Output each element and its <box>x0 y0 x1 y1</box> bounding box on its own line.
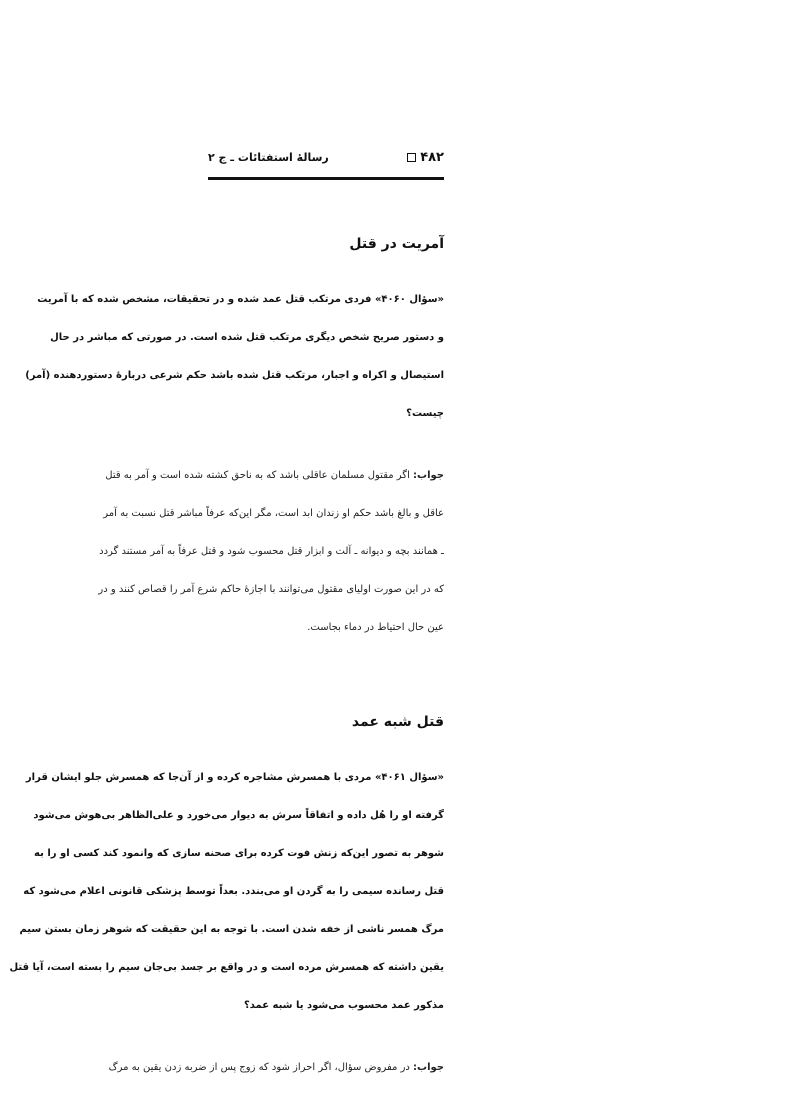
question-line: یقین داشته که همسرش مرده است و در واقع بر جسد بی‌جان سیم را بسته است، آیا قتل <box>9 962 444 973</box>
page-number-text: ۴۸۲ <box>420 150 444 165</box>
answer-line-text: اگر مقتول مسلمان عاقلی باشد که به ناحق کشته شده است و آمر به قتل <box>105 470 410 481</box>
question-line: قتل رسانده سیمی را به گردن او می‌بندد. بعداً توسط پزشکی قانونی اعلام می‌شود که <box>23 886 444 897</box>
answer-label: جواب: <box>413 470 444 481</box>
answer-line <box>108 1058 444 1096</box>
question-line: و دستور صریح شخص دیگری مرتکب قتل شده است. در صورتی که مباشر در حال <box>50 332 444 343</box>
section-title-2: قتل شبه عمد <box>351 714 444 730</box>
header-rule <box>208 177 444 180</box>
question-line: چیست؟ <box>406 408 444 419</box>
running-header <box>208 150 444 170</box>
question-line: مذکور عمد محسوب می‌شود یا شبه عمد؟ <box>243 1000 444 1011</box>
answer-line: ـ همانند بچه و دیوانه ـ آلت و ابزار قتل محسوب شود و قتل عرفاً به آمر مستند گردد <box>99 546 444 557</box>
question-line: مرگ همسر ناشی از خفه شدن است. با توجه به این حقیقت که شوهر زمان بستن سیم <box>19 924 444 935</box>
question-line: استیصال و اکراه و اجبار، مرتکب قتل شده باشد حکم شرعی دربارهٔ دستوردهنده (آمر) <box>25 370 444 381</box>
answer-line: عاقل و بالغ باشد حکم او زندان ابد است، مگر این‌که عرفاً مباشر قتل نسبت به آمر <box>103 508 444 519</box>
section-title-1: آمریت در قتل <box>349 236 444 252</box>
answer-line: که در این صورت اولیای مقتول می‌توانند با اجازهٔ حاکم شرع آمر را قصاص کنند و در <box>98 584 444 595</box>
question-line: شوهر به تصور این‌که زنش فوت کرده برای صحنه سازی که وانمود کند کسی او را به <box>34 848 444 859</box>
question-4061 <box>9 768 444 1034</box>
question-line: گرفته او را هُل داده و اتفاقاً سرش به دیوار می‌خورد و علی‌الظاهر بی‌هوش می‌شود <box>33 810 444 821</box>
answer-line <box>105 466 444 504</box>
answer-4060 <box>98 466 444 656</box>
question-line: «سؤال ۴۰۶۱» مردی با همسرش مشاجره کرده و از آن‌جا که همسرش جلو ایشان قرار <box>25 772 444 783</box>
square-bullet-icon <box>407 153 416 162</box>
question-line: «سؤال ۴۰۶۰» فردی مرتکب قتل عمد شده و در تحقیقات، مشخص شده که با آمریت <box>37 294 444 305</box>
book-title: رسالهٔ استفتائات ـ ج ۲ <box>208 151 329 164</box>
answer-4061 <box>108 1058 444 1096</box>
question-4060 <box>25 290 444 442</box>
answer-line: عین حال احتیاط در دماء بجاست. <box>307 622 444 633</box>
answer-label: جواب: <box>413 1062 444 1073</box>
answer-line-text: در مفروض سؤال، اگر احراز شود که زوج پس از ضربه زدن یقین به مرگ <box>108 1062 410 1073</box>
page-number <box>407 150 444 165</box>
